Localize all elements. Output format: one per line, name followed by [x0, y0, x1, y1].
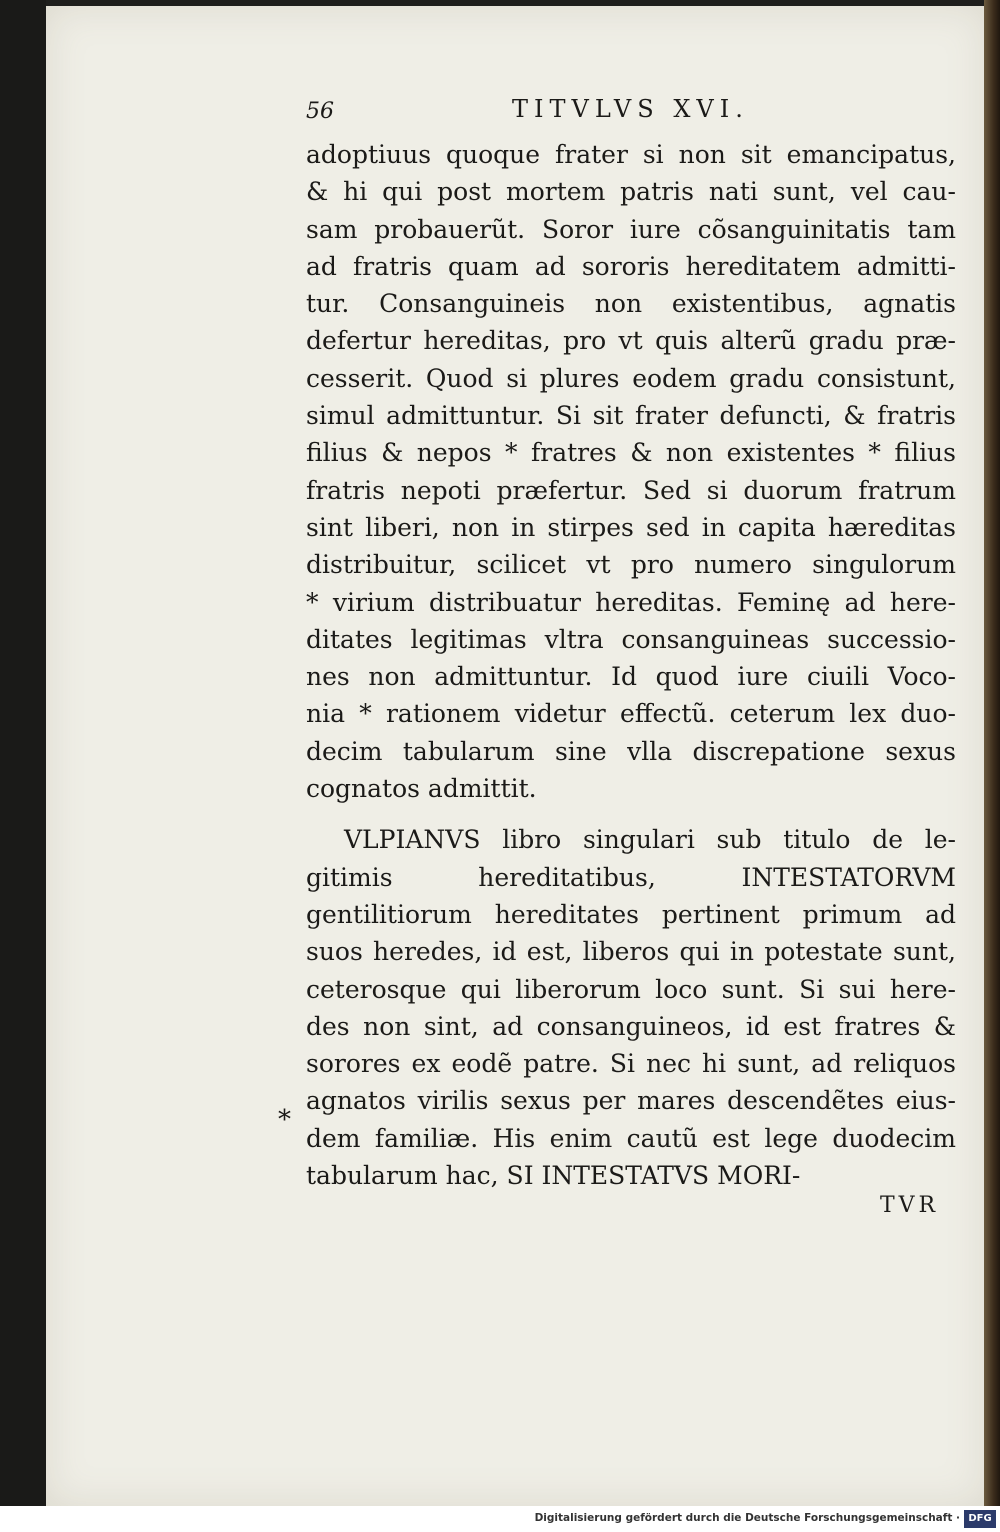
text-line: VLPIANVS libro singulari sub titulo de le- — [344, 825, 956, 855]
margin-asterisk: * — [278, 1105, 291, 1135]
chapter-title: TITVLVS XVI. — [512, 95, 749, 123]
text-line: ad fratris quam ad sororis hereditatem admitti- — [306, 251, 956, 281]
text-line: gitimis hereditatibus, INTESTATORVM — [306, 862, 956, 892]
text-line: * virium distribuatur hereditas. Feminę ad here- — [306, 587, 956, 617]
text-line: gentilitiorum hereditates pertinent primum ad — [306, 899, 956, 929]
text-line: defertur hereditas, pro vt quis alterũ gradu præ- — [306, 326, 956, 356]
text-line: agnatos virilis sexus per mares descendẽtes eius- — [306, 1086, 956, 1116]
text-line: sam probauerũt. Soror iure cõsanguinitatis tam — [306, 214, 956, 244]
footer-bar — [0, 1506, 1000, 1532]
text-line: sorores ex eodẽ patre. Si nec hi sunt, ad reliquos — [306, 1049, 956, 1079]
text-line: dem familiæ. His enim cautũ est lege duodecim — [306, 1123, 956, 1153]
text-line: filius & nepos * fratres & non existentes * filius — [306, 438, 956, 468]
text-line: distribuitur, scilicet vt pro numero singulorum — [306, 550, 956, 580]
text-line: tur. Consanguineis non existentibus, agnatis — [306, 289, 956, 319]
dfg-logo: DFG — [964, 1510, 996, 1528]
text-line: decim tabularum sine vlla discrepatione sexus — [306, 736, 956, 766]
text-line: tabularum hac, SI INTESTATVS MORI- — [306, 1161, 801, 1191]
text-line: sint liberi, non in stirpes sed in capita hæreditas — [306, 512, 956, 542]
paragraph — [306, 821, 956, 1194]
paragraph — [306, 136, 956, 807]
text-line: & hi qui post mortem patris nati sunt, vel cau- — [306, 177, 956, 207]
text-line: nes non admittuntur. Id quod iure ciuili Voco- — [306, 662, 956, 692]
text-line: ditates legitimas vltra consanguineas successio- — [306, 624, 956, 654]
page-number: 56 — [306, 99, 334, 124]
text-line: suos heredes, id est, liberos qui in potestate sunt, — [306, 937, 956, 967]
text-line: ceterosque qui liberorum loco sunt. Si sui here- — [306, 974, 956, 1004]
catchword: TVR — [880, 1193, 940, 1218]
text-line: fratris nepoti præfertur. Sed si duorum fratrum — [306, 475, 956, 505]
scan-left-border — [0, 0, 46, 1506]
text-line: simul admittuntur. Si sit frater defuncti, & fratris — [306, 401, 956, 431]
text-line: adoptiuus quoque frater si non sit emancipatus, — [306, 140, 956, 169]
text-line: des non sint, ad consanguineos, id est fratres & — [306, 1011, 956, 1041]
text-line: nia * rationem videtur effectũ. ceterum lex duo- — [306, 699, 956, 729]
body-text — [306, 136, 956, 1194]
paragraph-gap — [306, 807, 956, 821]
text-line: cesserit. Quod si plures eodem gradu consistunt, — [306, 363, 956, 393]
funding-notice: Digitalisierung gefördert durch die Deutsche Forschungsgemeinschaft · — [534, 1512, 960, 1524]
book-binding-edge — [984, 0, 1000, 1506]
text-line: cognatos admittit. — [306, 774, 537, 804]
running-head — [306, 95, 756, 125]
